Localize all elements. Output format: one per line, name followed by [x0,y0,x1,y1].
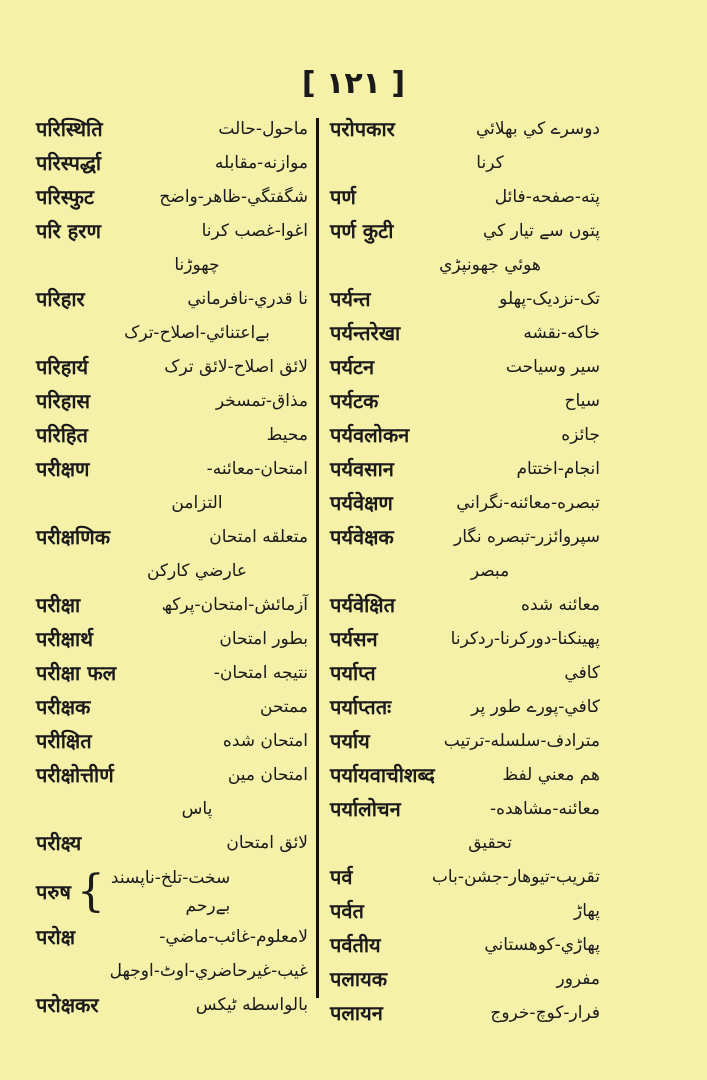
dictionary-entry [36,990,308,1024]
dictionary-entry [330,352,600,386]
entry-meaning: شگفتگي-ظاهر-واضح [159,187,308,207]
entry-continuation: التزامن [171,493,223,513]
entry-headword: परिहार्य [36,355,89,379]
bracket-entry [36,862,308,922]
entry-meaning: پهاڑي-كوهستاني [484,935,600,955]
entry-headword: परोक्षकर [36,993,99,1017]
dictionary-entry [36,114,308,148]
entry-headword: पर्व [330,865,353,889]
dictionary-entry [330,420,600,454]
entry-row [36,624,308,658]
entry-meaning: معائنه-مشاهده- [490,799,600,819]
entry-row [330,794,600,828]
dictionary-entry [330,182,600,216]
entry-row [36,922,308,956]
entry-row [330,216,600,250]
curly-brace: { [76,866,105,917]
entry-row [36,590,308,624]
entry-meaning: نتيجه امتحان- [213,663,308,683]
entry-row [36,760,308,794]
entry-meaning: ماحول-حالت [218,119,308,139]
entry-headword: पलायक [330,967,388,991]
entry-row [330,454,600,488]
entry-headword: पर्यटक [330,389,379,413]
entry-meaning: مترادف-سلسله-ترتيب [443,731,600,751]
dictionary-entry [330,964,600,998]
entry-meaning: نا قدري-نافرماني [187,289,308,309]
entry-meaning: پهاڑ [574,901,600,921]
entry-meaning: امتحان شده [222,731,308,751]
entry-headword: पर्याप्त [330,661,376,685]
dictionary-entry [330,284,600,318]
entry-row [36,420,308,454]
entry-meaning: امتحان مين [227,765,308,785]
entry-row [36,692,308,726]
entry-meaning: كافي [564,663,600,683]
entry-meaning: تقريب-تيوهار-جشن-باب [431,867,600,887]
entry-headword: परीक्षणिक [36,525,111,549]
entry-row [330,386,600,420]
dictionary-entry [330,624,600,658]
entry-meaning: متعلقه امتحان [209,527,308,547]
entry-headword: पर्यवलोकन [330,423,410,447]
entry-meaning: جائزه [561,425,600,445]
entry-meaning: سياح [564,391,600,411]
entry-headword: पर्यसन [330,627,378,651]
entry-meaning: پته-صفحه-فائل [494,187,600,207]
entry-row [330,420,600,454]
entry-row [330,726,600,760]
entry-row [330,318,600,352]
dictionary-entry [36,386,308,420]
entry-row [330,352,600,386]
dictionary-entry [330,114,600,182]
dictionary-entry [330,590,600,624]
dictionary-entry [330,692,600,726]
bracket-meaning: سخت-تلخ-ناپسند [110,868,231,888]
entry-meaning: بطور امتحان [219,629,308,649]
entry-meaning: مفرور [556,969,600,989]
entry-row [36,658,308,692]
entry-meaning: اغوا-غصب كرنا [201,221,308,241]
entry-headword: परोक्ष [36,925,76,949]
column-divider [316,118,319,998]
entry-meaning: لائق امتحان [226,833,308,853]
dictionary-entry [36,760,308,828]
entry-row [330,862,600,896]
entry-row [330,896,600,930]
entry-continuation: عارضي كاركن [146,561,248,581]
entry-meaning: تبصره-معائنه-نگراني [456,493,600,513]
dictionary-entry [330,386,600,420]
entry-meaning: پهينكنا-دوركرنا-ردكرنا [450,629,600,649]
entry-headword: पर्यन्त [330,287,371,311]
entry-headword: पर्वत [330,899,364,923]
left-column [36,114,308,1024]
dictionary-entry [330,522,600,590]
dictionary-entry [36,522,308,590]
entry-meaning: خاكه-نقشه [523,323,600,343]
entry-continuation: هوئي جهونپڑي [439,255,541,275]
entry-row [36,726,308,760]
dictionary-entry [330,930,600,964]
entry-headword: पर्यवेक्षित [330,593,395,617]
entry-row [36,182,308,216]
entry-row [330,624,600,658]
bracket-meanings [111,864,230,920]
entry-meaning: پتوں سے تيار كي [482,221,600,241]
dictionary-entry [330,488,600,522]
entry-row [36,352,308,386]
entry-row [330,182,600,216]
dictionary-entry [330,318,600,352]
dictionary-entry [36,828,308,862]
entry-meaning: فرار-كوچ-خروج [490,1003,600,1023]
entry-meaning: كافي-پورے طور پر [471,697,600,717]
entry-row [330,692,600,726]
entry-headword: परीक्षित [36,729,92,753]
entry-row [330,284,600,318]
dictionary-entry [36,284,308,352]
entry-meaning: محيط [266,425,308,445]
entry-meaning: سپروائزر-تبصره نگار [454,527,600,547]
left-tail-list [36,922,308,1024]
entry-headword: पर्यालोचन [330,797,401,821]
entry-row [36,386,308,420]
entry-row [36,454,308,488]
entry-headword: पर्याप्ततः [330,695,392,719]
dictionary-entry [36,420,308,454]
entry-meaning: انجام-اختتام [516,459,600,479]
entry-meaning: امتحان-معائنه- [206,459,308,479]
dictionary-entry [36,726,308,760]
dictionary-entry [330,896,600,930]
entry-meaning: موازنه-مقابله [214,153,308,173]
entry-row [36,522,308,556]
dictionary-entry [36,148,308,182]
entry-row [330,658,600,692]
dictionary-entry [330,658,600,692]
entry-row [330,488,600,522]
entry-row [330,114,600,148]
entry-headword: परिहार [36,287,85,311]
left-entries-list [36,114,308,862]
entry-row [36,828,308,862]
dictionary-entry [36,590,308,624]
dictionary-entry [36,956,308,990]
dictionary-entry [36,352,308,386]
entry-headword: परिहास [36,389,91,413]
dictionary-entry [330,760,600,794]
entry-row [330,760,600,794]
entry-headword: पर्यायवाचीशब्द [330,763,435,787]
dictionary-entry [36,692,308,726]
entry-headword: पर्यवेक्षक [330,525,394,549]
entry-headword: परि हरण [36,219,101,243]
entry-meaning: لامعلوم-غائب-ماضي- [159,927,308,947]
dictionary-entry [36,216,308,284]
entry-continuation: كرنا [476,153,504,173]
entry-headword: परीक्ष्य [36,831,82,855]
entry-headword: परीक्षा फल [36,661,117,685]
entry-continuation: مبصر [470,561,510,581]
entry-row [36,990,308,1024]
entry-headword: परोपकार [330,117,395,141]
entry-continuation: تحقيق [468,833,512,853]
entry-headword: परिस्फुट [36,185,94,209]
entry-meaning: لائق اصلاح-لائق ترک [164,357,308,377]
bracket-meaning: بےرحم [185,896,231,916]
right-column [330,114,600,1032]
entry-meaning: آزمائش-امتحان-پركھ [161,595,308,615]
entry-row [36,956,308,990]
entry-meaning: دوسرے كي بهلائي [475,119,600,139]
dictionary-entry [330,862,600,896]
entry-meaning: هم معني لفظ [502,765,600,785]
entry-row [36,148,308,182]
entry-headword: पर्यन्तरेखा [330,321,401,345]
entry-meaning: تک-نزديک-پهلو [499,289,600,309]
entry-continuation: پاس [181,799,213,819]
page-number: [ ١٢١ ] [301,66,406,101]
entry-headword: पर्वतीय [330,933,381,957]
entry-headword: परिस्पर्द्धा [36,151,102,175]
entry-row [330,964,600,998]
entry-headword: परीक्षक [36,695,91,719]
entry-row [330,590,600,624]
entry-continuation: چهوڑنا [174,255,220,275]
entry-meaning: معائنه شده [521,595,600,615]
entry-row [330,522,600,556]
right-entries-list [330,114,600,1032]
entry-row [36,114,308,148]
dictionary-entry [36,454,308,522]
entry-headword: परीक्षोत्तीर्ण [36,763,114,787]
dictionary-entry [36,624,308,658]
entry-headword: पर्याय [330,729,370,753]
dictionary-entry [330,454,600,488]
entry-headword: परिहित [36,423,88,447]
entry-headword: परीक्षा [36,593,81,617]
entry-row [36,216,308,250]
entry-headword: पर्ण कुटी [330,219,394,243]
dictionary-entry [330,216,600,284]
dictionary-entry [36,658,308,692]
dictionary-entry [36,182,308,216]
entry-row [330,998,600,1032]
entry-meaning: غيب-غيرحاضري-اوٹ-اوجھل [109,961,308,981]
entry-continuation: بےاعتنائي-اصلاح-ترک [124,323,270,343]
entry-headword: पर्यवेक्षण [330,491,393,515]
entry-meaning: مذاق-تمسخر [215,391,308,411]
entry-meaning: سير وسياحت [505,357,600,377]
entry-headword: पर्ण [330,185,356,209]
dictionary-entry [330,794,600,862]
entry-headword: पलायन [330,1001,383,1025]
entry-headword: परीक्षार्थ [36,627,94,651]
dictionary-entry [330,998,600,1032]
entry-headword: पर्यवसान [330,457,394,481]
dictionary-entry [36,922,308,956]
bracket-headword: परुष [36,880,71,904]
entry-meaning: بالواسطه ٹيكس [195,995,308,1015]
entry-headword: परिस्थिति [36,117,103,141]
entry-headword: पर्यटन [330,355,375,379]
entry-meaning: ممتحن [260,697,308,717]
entry-headword: परीक्षण [36,457,90,481]
dictionary-entry [330,726,600,760]
entry-row [330,930,600,964]
entry-row [36,284,308,318]
